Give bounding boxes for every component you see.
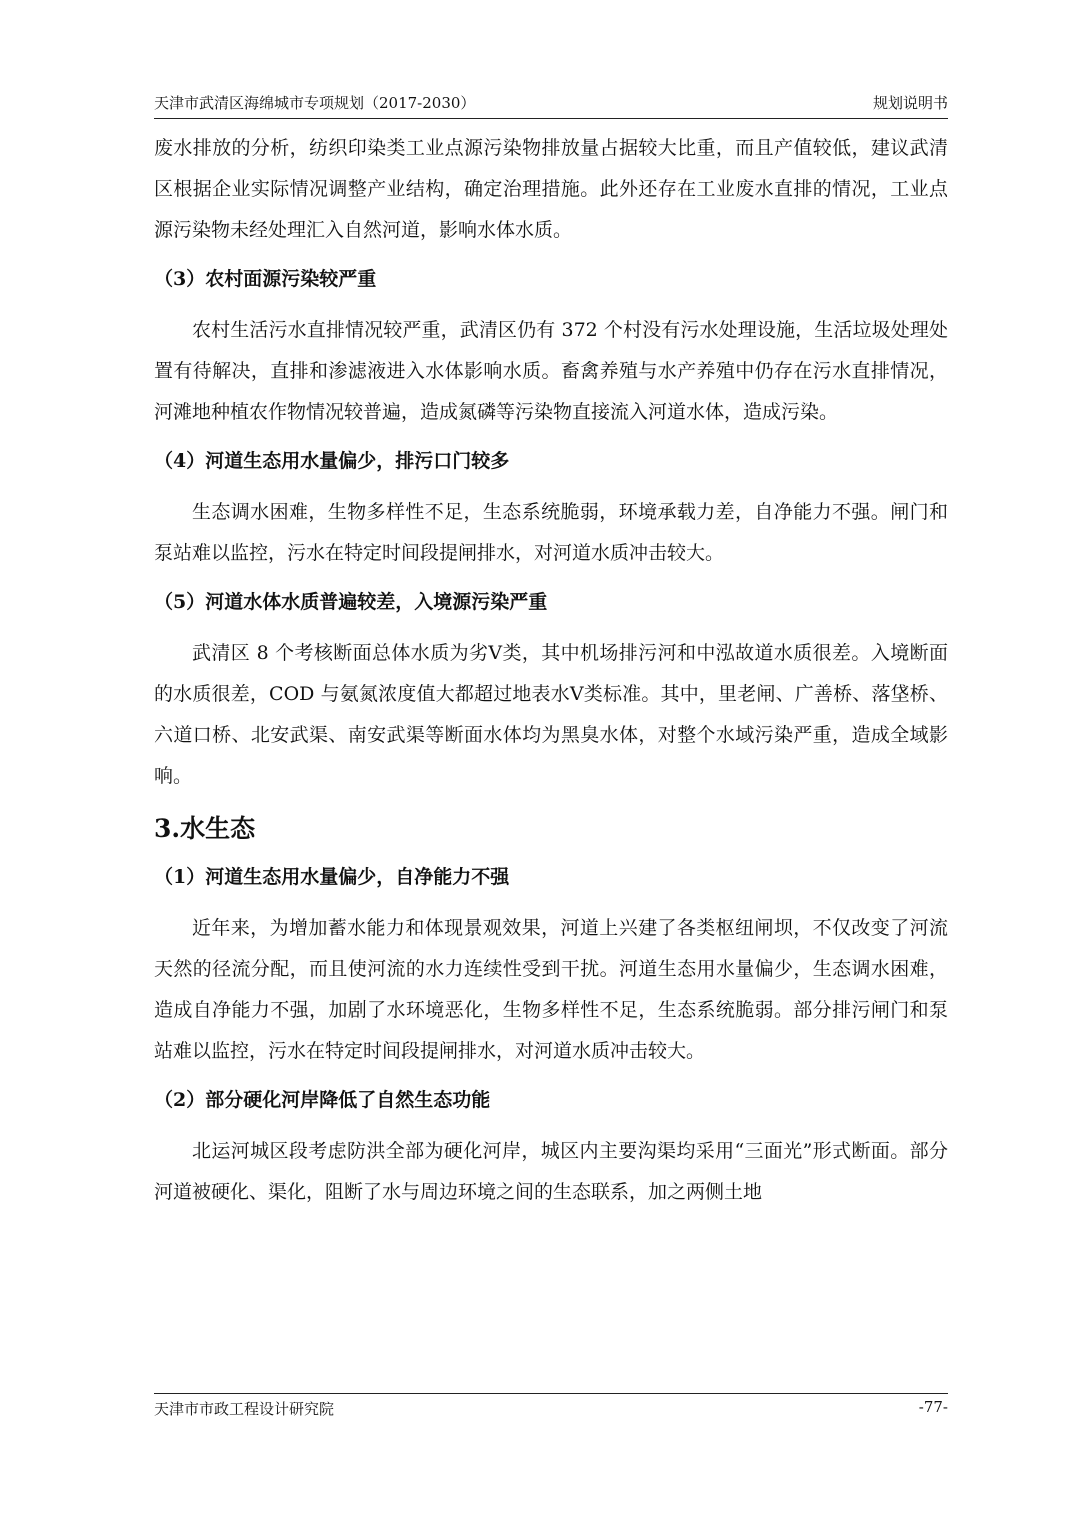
- page-number: -77-: [918, 1398, 948, 1416]
- paragraph-hardened-banks: 北运河城区段考虑防洪全部为硬化河岸，城区内主要沟渠均采用“三面光”形式断面。部分河道被硬化、渠化，阻断了水与周边环境之间的生态联系，加之两侧土地: [154, 1140, 948, 1203]
- document-type: 规划说明书: [872, 94, 948, 112]
- paragraph-water-quality: 武清区 8 个考核断面总体水质为劣Ⅴ类，其中机场排污河和中泓故道水质很差。入境断面的水质很差，COD 与氨氮浓度值大都超过地表水Ⅴ类标准。其中，里老闸、广善桥、落垡桥、六道口桥、北安武渠、南安武渠等断面水体均为黑臭水体，对整个水域污染严重，造成全域影响。: [154, 642, 948, 787]
- organization-name: 天津市市政工程设计研究院: [154, 1400, 335, 1418]
- document-title: 天津市武清区海绵城市专项规划（2017-2030）: [154, 94, 476, 112]
- subheading-ecological-water: （4）河道生态用水量偏少，排污口门较多: [154, 450, 510, 472]
- paragraph-rural-pollution: 农村生活污水直排情况较严重，武清区仍有 372 个村没有污水处理设施，生活垃圾处理处置有待解决，直排和渗滤液进入水体影响水质。畜禽养殖与水产养殖中仍存在污水直排情况，河滩地种植农作物情况较普遍，造成氮磷等污染物直接流入河道水体，造成污染。: [154, 319, 948, 423]
- paragraph-ecological-water: 生态调水困难，生物多样性不足，生态系统脆弱，环境承载力差，自净能力不强。闸门和泵站难以监控，污水在特定时间段提闸排水，对河道水质冲击较大。: [154, 501, 948, 564]
- paragraph-industrial-wastewater: 废水排放的分析，纺织印染类工业点源污染物排放量占据较大比重，而且产值较低，建议武清区根据企业实际情况调整产业结构，确定治理措施。此外还存在工业废水直排的情况，工业点源污染物未经处理汇入自然河道，影响水体水质。: [154, 137, 948, 241]
- subheading-self-purification: （1）河道生态用水量偏少，自净能力不强: [154, 866, 510, 888]
- page-body: [154, 128, 948, 1213]
- section-heading-water-ecology: 3.水生态: [154, 814, 256, 843]
- subheading-water-quality: （5）河道水体水质普遍较差，入境源污染严重: [154, 591, 548, 613]
- paragraph-self-purification: 近年来，为增加蓄水能力和体现景观效果，河道上兴建了各类枢纽闸坝，不仅改变了河流天然的径流分配，而且使河流的水力连续性受到干扰。河道生态用水量偏少，生态调水困难，造成自净能力不强，加剧了水环境恶化，生物多样性不足，生态系统脆弱。部分排污闸门和泵站难以监控，污水在特定时间段提闸排水，对河道水质冲击较大。: [154, 917, 948, 1062]
- page-footer: [154, 1393, 948, 1424]
- page-header: [154, 88, 948, 119]
- subheading-rural-pollution: （3）农村面源污染较严重: [154, 268, 377, 290]
- subheading-hardened-banks: （2）部分硬化河岸降低了自然生态功能: [154, 1089, 491, 1111]
